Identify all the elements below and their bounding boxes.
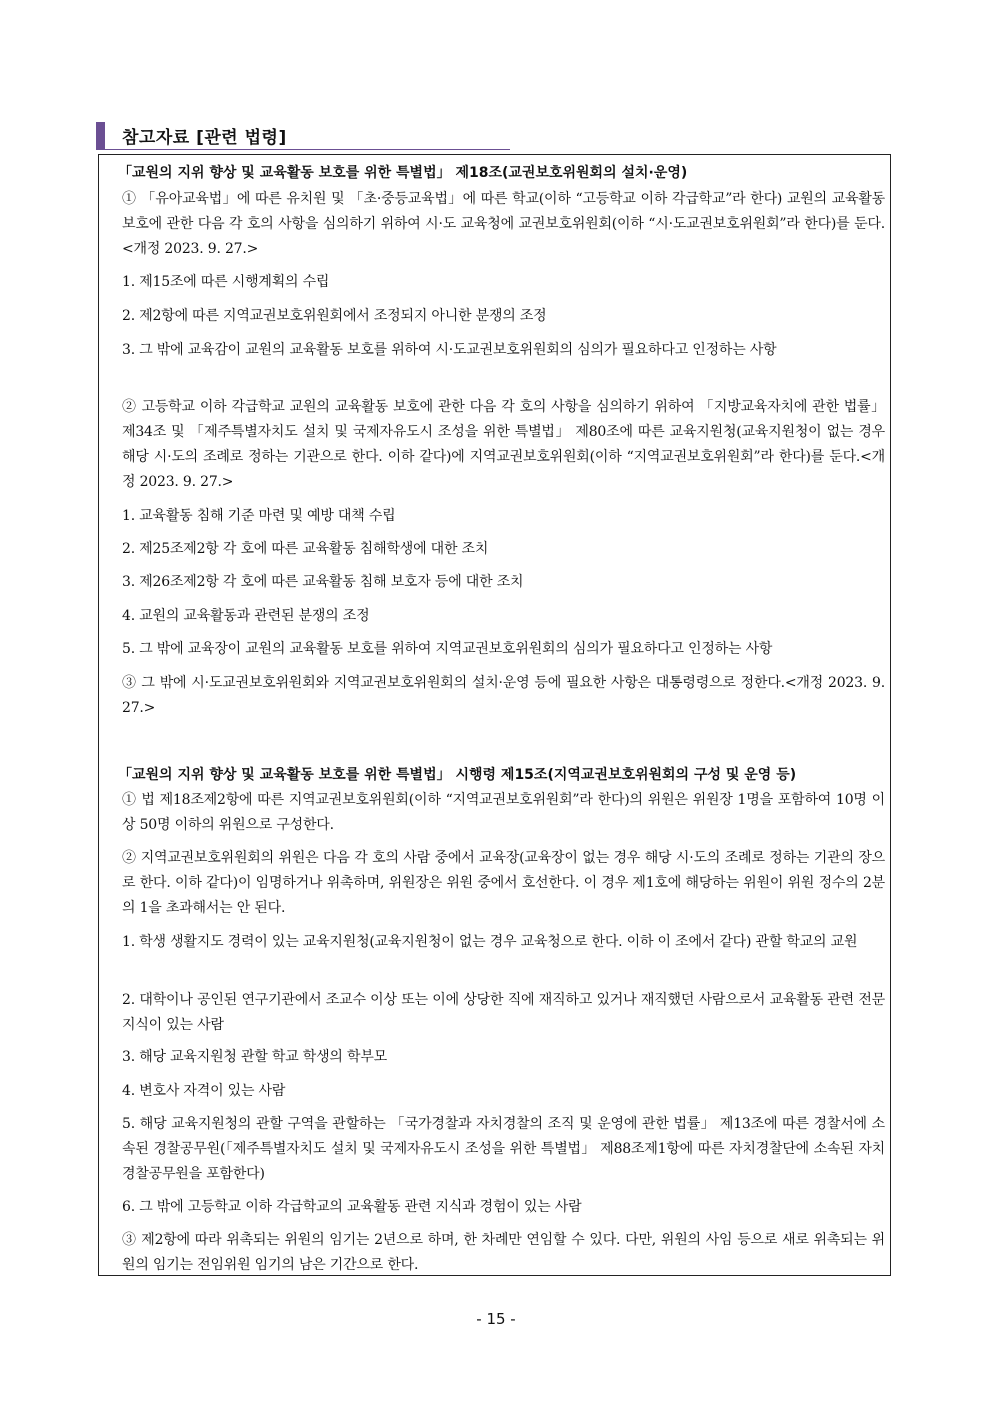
law1-item-2-4: 4. 교원의 교육활동과 관련된 분쟁의 조정 — [122, 608, 370, 624]
law1-item-3: 3. 그 밖에 교육감이 교원의 교육활동 보호를 위하여 시·도교권보호위원회의 심의가 필요하다고 인정하는 사항 — [122, 342, 777, 358]
page-number: - 15 - — [476, 1310, 516, 1328]
law2-title: 「교원의 지위 향상 및 교육활동 보호를 위한 특별법」 시행령 제15조(지역교권보호위원회의 구성 및 운영 등) — [118, 767, 797, 783]
law1-item-1: 1. 제15조에 따른 시행계획의 수립 — [122, 274, 330, 290]
law2-item-2: 2. 대학이나 공인된 연구기관에서 조교수 이상 또는 이에 상당한 직에 재직하고 있거나 재직했던 사람으로서 교육활동 관련 전문지식이 있는 사람 — [122, 992, 885, 1033]
law1-item-2: 2. 제2항에 따른 지역교권보호위원회에서 조정되지 아니한 분쟁의 조정 — [122, 308, 547, 324]
law1-item-2-3: 3. 제26조제2항 각 호에 따른 교육활동 침해 보호자 등에 대한 조치 — [122, 574, 524, 590]
law2-item-5: 5. 해당 교육지원청의 관할 구역을 관할하는 「국가경찰과 자치경찰의 조직 및 운영에 관한 법률」 제13조에 따른 경찰서에 소속된 경찰공무원(「제주특별자치도 설치 및 국제자유도시 조성을 위한 특별법」 제88조제1항에 따른 자치경찰단에 소속된 자치경찰공무원을 포함한다) — [122, 1116, 885, 1182]
law2-item-4: 4. 변호사 자격이 있는 사람 — [122, 1083, 286, 1099]
law1-paragraph-1: ① 「유아교육법」에 따른 유치원 및 「초·중등교육법」에 따른 학교(이하 “고등학교 이하 각급학교”라 한다) 교원의 교육활동 보호에 관한 다음 각 호의 사항을 심의하기 위하여 시·도 교육청에 교권보호위원회(이하 “시·도교권보호위원회”라 한다)를 둔다.<개정 2023. 9. 27.> — [122, 191, 885, 257]
section-title: 참고자료 [관련 법령] — [122, 128, 287, 148]
law2-paragraph-2: ② 지역교권보호위원회의 위원은 다음 각 호의 사람 중에서 교육장(교육장이 없는 경우 해당 시·도의 조례로 정하는 기관의 장으로 한다. 이하 같다)이 임명하거나 위촉하며, 위원장은 위원 중에서 호선한다. 이 경우 제1호에 해당하는 위원이 위원 정수의 2분의 1을 초과해서는 안 된다. — [122, 850, 885, 916]
law1-paragraph-2: ② 고등학교 이하 각급학교 교원의 교육활동 보호에 관한 다음 각 호의 사항을 심의하기 위하여 「지방교육자치에 관한 법률」 제34조 및 「제주특별자치도 설치 및 국제자유도시 조성을 위한 특별법」 제80조에 따른 교육지원청(교육지원청이 없는 경우 해당 시·도의 조례로 정하는 기관으로 한다. 이하 같다)에 지역교권보호위원회(이하 “지역교권보호위원회”라 한다)를 둔다.<개정 2023. 9. 27.> — [122, 399, 885, 490]
law2-paragraph-1: ① 법 제18조제2항에 따른 지역교권보호위원회(이하 “지역교권보호위원회”라 한다)의 위원은 위원장 1명을 포함하여 10명 이상 50명 이하의 위원으로 구성한다. — [122, 792, 885, 833]
law1-title: 「교원의 지위 향상 및 교육활동 보호를 위한 특별법」 제18조(교권보호위원회의 설치·운영) — [118, 165, 688, 181]
section-underline — [105, 149, 510, 150]
section-header — [96, 120, 510, 150]
section-accent-bar — [96, 122, 105, 150]
law1-item-2-5: 5. 그 밖에 교육장이 교원의 교육활동 보호를 위하여 지역교권보호위원회의 심의가 필요하다고 인정하는 사항 — [122, 641, 773, 657]
law1-paragraph-3: ③ 그 밖에 시·도교권보호위원회와 지역교권보호위원회의 설치·운영 등에 필요한 사항은 대통령령으로 정한다.<개정 2023. 9. 27.> — [122, 675, 885, 716]
law1-item-2-1: 1. 교육활동 침해 기준 마련 및 예방 대책 수립 — [122, 508, 396, 524]
law2-item-6: 6. 그 밖에 고등학교 이하 각급학교의 교육활동 관련 지식과 경험이 있는 사람 — [122, 1199, 582, 1215]
law2-paragraph-3: ③ 제2항에 따라 위촉되는 위원의 임기는 2년으로 하며, 한 차례만 연임할 수 있다. 다만, 위원의 사임 등으로 새로 위촉되는 위원의 임기는 전임위원 임기의 남은 기간으로 한다. — [122, 1232, 885, 1273]
law2-item-1: 1. 학생 생활지도 경력이 있는 교육지원청(교육지원청이 없는 경우 교육청으로 한다. 이하 이 조에서 같다) 관할 학교의 교원 — [122, 934, 858, 950]
law1-item-2-2: 2. 제25조제2항 각 호에 따른 교육활동 침해학생에 대한 조치 — [122, 541, 489, 557]
law2-item-3: 3. 해당 교육지원청 관할 학교 학생의 학부모 — [122, 1049, 387, 1065]
